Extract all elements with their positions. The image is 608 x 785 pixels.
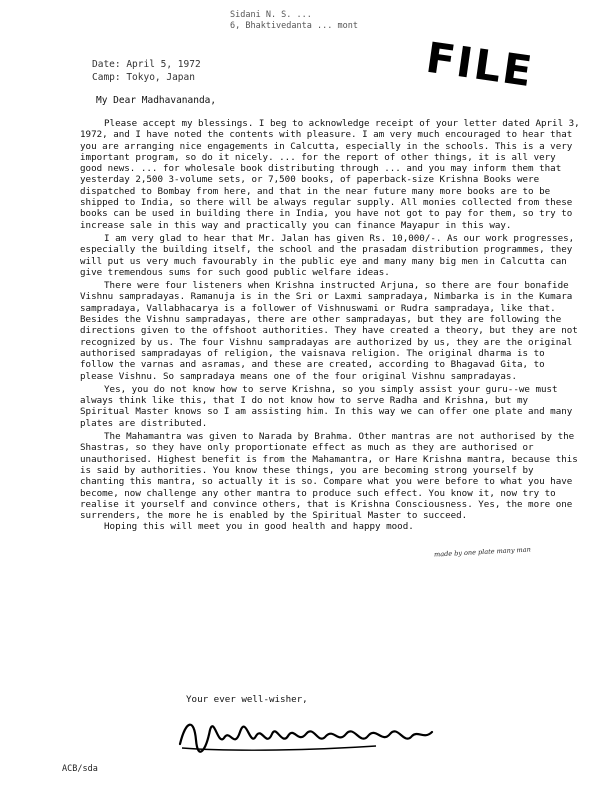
letterhead-line2: 6, Bhaktivedanta ... mont <box>230 21 358 31</box>
paragraph: Hoping this will meet you in good health and happy mood. <box>104 521 414 533</box>
reference-initials: ACB/sda <box>62 764 98 774</box>
date-line: Date: April 5, 1972 <box>92 59 201 70</box>
camp-line: Camp: Tokyo, Japan <box>92 72 195 83</box>
paragraph: Yes, you do not know how to serve Krishna, so you simply assist your guru--we must always think like this, that I do not know how to serve Radha and Krishna, but my Spiritual Master knows so I am assisting him. In this way we can offer one plate and many plates are distributed. <box>80 383 573 429</box>
paragraph: There were four listeners when Krishna instructed Arjuna, so there are four bonafide Vishnu sampradayas. Ramanuja is in the Sri or Laxmi sampradaya, Nimbarka is in the Kumara sampradaya, Vallabhacarya is a follower of Vishnuswami or Rudra sampradaya, like that. Besides the Vishnu sampradayas, there are other sampradayas, but they are following the directions given to the offshoot authorities. They have created a theory, but they are not recognized by us. The four Vishnu sampradayas are authorized by us, they are the original authorised sampradayas of religion, the vaisnava religion. The original dharma is to follow the varnas and asramas, and these are created, according to Bhagavad Gita, to please Vishnu. So sampradaya means one of the four original Vishnu sampradayas. <box>80 280 578 382</box>
dateline <box>92 58 201 84</box>
letter-body <box>80 118 580 533</box>
letterhead <box>230 10 358 32</box>
paragraph: Please accept my blessings. I beg to acknowledge receipt of your letter dated April 3, 1972, and I have noted the contents with pleasure. I am very much encouraged to hear that you are arranging nice engagements in Calcutta, especially in the schools. This is a very important program, so do it nicely. ... for the report of other things, it is all very good news. ... for wholesale book distributing through ... and you may inform them that yesterday 2,500 3-volume sets, or 7,500 books, of paperback-size Krishna Books were dispatched to Bombay from here, and that in the near future many more books are to be shipped to India, so there will be always regular supply. All monies collected from these books can be used in building there in India, you have not got to pay for them, so try to increase sale in this way and practically you can finance Mayapur in this way. <box>80 118 580 231</box>
letterhead-line1: Sidani N. S. ... <box>230 10 312 20</box>
file-stamp: FILE <box>423 32 537 97</box>
signature-drawing <box>176 710 436 754</box>
paragraph: I am very glad to hear that Mr. Jalan has given Rs. 10,000/-. As our work progresses, especially the building itself, the school and the prasadam distribution programmes, they will put us very much favourably in the public eye and many many big men in Calcutta can give tremendous sums for such good public welfare ideas. <box>80 232 575 278</box>
signature <box>176 710 436 758</box>
handwritten-margin-note: made by one plate many man <box>433 545 532 559</box>
closing: Your ever well-wisher, <box>186 694 308 705</box>
paragraph: The Mahamantra was given to Narada by Brahma. Other mantras are not authorised by the Shastras, so they have only proportionate effect as much as they are authorised or unauthorised. Highest benefit is from the Mahamantra, or Hare Krishna mantra, because this is said by authorities. You know these things, you are becoming strong yourself by chanting this mantra, so actually it is so. Compare what you were before to what you have become, now challenge any other mantra to produce such effect. You know it, now try to realise it yourself and convince others, that is Krishna Consciousness. Yes, the more one surrenders, the more he is enabled by the Spiritual Master to succeed. <box>80 431 578 522</box>
salutation: My Dear Madhavananda, <box>96 95 217 106</box>
